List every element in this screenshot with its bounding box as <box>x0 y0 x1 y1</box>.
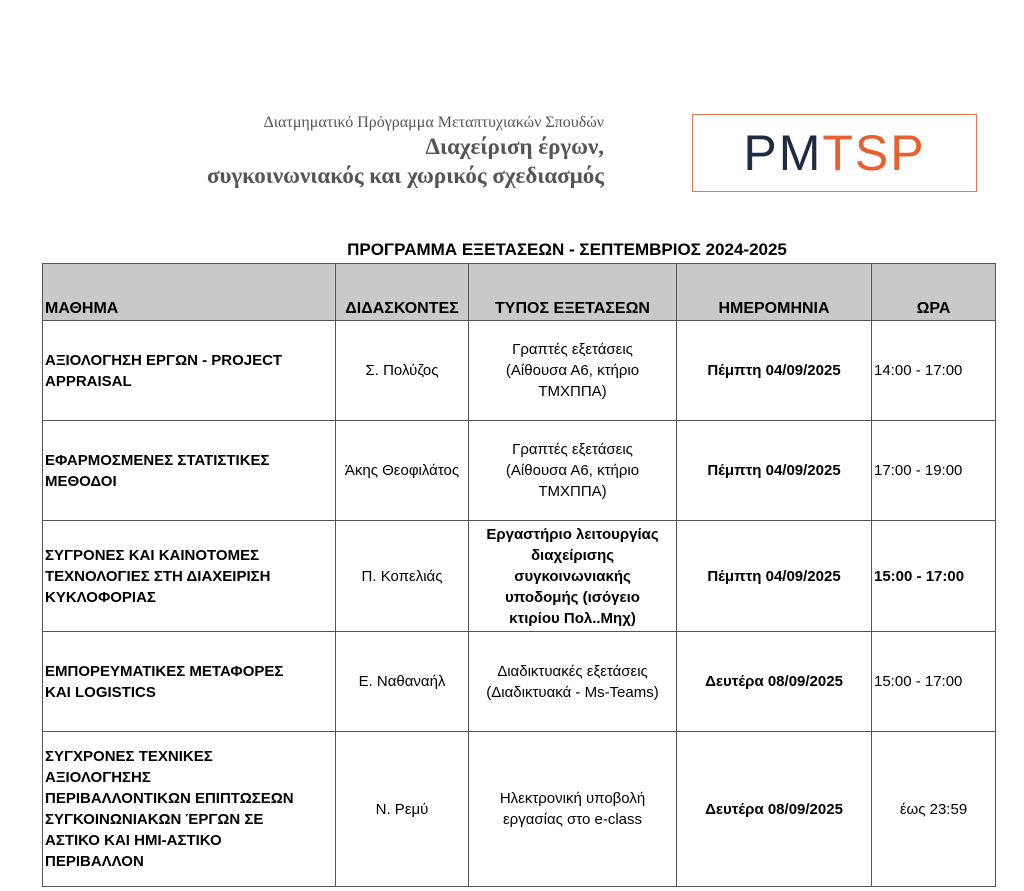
course-line: ΠΕΡΙΒΑΛΛΟΝΤΙΚΩΝ ΕΠΙΠΤΩΣΕΩΝ <box>45 790 294 807</box>
header-time: ΩΡΑ <box>872 264 996 321</box>
pmtsp-logo <box>692 114 977 192</box>
course-cell <box>43 732 336 887</box>
course-line: ΤΕΧΝΟΛΟΓΙΕΣ ΣΤΗ ΔΙΑΧΕΙΡΙΣΗ <box>45 567 271 585</box>
exam-type-line: διαχείρισης <box>530 546 615 564</box>
exam-type-line: (Αίθουσα Α6, κτήριο <box>505 362 640 379</box>
exam-type-cell <box>469 521 677 632</box>
course-line: ΚΑΙ LOGISTICS <box>45 683 156 701</box>
exam-type-line: Εργαστήριο λειτουργίας <box>486 525 659 543</box>
date-cell: Πέμπτη 04/09/2025 <box>677 421 872 521</box>
exam-type-cell <box>469 421 677 521</box>
course-line: ΕΦΑΡΜΟΣΜΕΝΕΣ ΣΤΑΤΙΣΤΙΚΕΣ <box>45 451 270 469</box>
time-cell: 15:00 - 17:00 <box>872 632 996 732</box>
exam-type-line: Ηλεκτρονική υποβολή <box>499 790 646 807</box>
exam-schedule-table <box>42 263 996 887</box>
header-exam-type: ΤΥΠΟΣ ΕΞΕΤΑΣΕΩΝ <box>469 264 677 321</box>
header-instructors: ΔΙΔΑΣΚΟΝΤΕΣ <box>336 264 469 321</box>
table-row <box>43 732 996 887</box>
exam-type-line: (Αίθουσα Α6, κτήριο <box>505 462 640 479</box>
instructor-cell: Ε. Ναθαναήλ <box>336 632 469 732</box>
instructor-cell: Ν. Ρεμύ <box>336 732 469 887</box>
exam-type-line: Διαδικτυακές εξετάσεις <box>497 662 648 680</box>
exam-type-cell <box>469 732 677 887</box>
program-title-line2: συγκοινωνιακός και χωρικός σχεδιασμός <box>206 163 604 188</box>
date-cell: Δευτέρα 08/09/2025 <box>677 632 872 732</box>
exam-type-line: εργασίας στο e-class <box>502 811 643 828</box>
course-line: ΜΕΘΟΔΟΙ <box>45 472 117 490</box>
exam-type-line: ΤΜΧΠΠΑ) <box>538 483 607 500</box>
header-course: ΜΑΘΗΜΑ <box>43 264 336 321</box>
date-cell: Πέμπτη 04/09/2025 <box>677 521 872 632</box>
course-cell <box>43 632 336 732</box>
exam-type-line: συγκοινωνιακής <box>514 567 631 585</box>
course-line: ΠΕΡΙΒΑΛΛΟΝ <box>45 853 144 870</box>
date-cell: Δευτέρα 08/09/2025 <box>677 732 872 887</box>
header-date: ΗΜΕΡΟΜΗΝΙΑ <box>677 264 872 321</box>
exam-type-line: ΤΜΧΠΠΑ) <box>538 383 607 400</box>
exam-type-line: υποδομής (ισόγειο <box>505 588 640 606</box>
table-header-row <box>43 264 996 321</box>
table-row <box>43 521 996 632</box>
program-name: Διατμηματικό Πρόγραμμα Μεταπτυχιακών Σπουδών <box>263 114 604 131</box>
table-row <box>43 421 996 521</box>
table-row <box>43 632 996 732</box>
course-line: ΣΥΓΚΟΙΝΩΝΙΑΚΩΝ ΈΡΓΩΝ ΣΕ <box>45 811 264 828</box>
program-title-line1: Διαχείριση έργων, <box>425 134 604 159</box>
instructor-cell: Π. Κοπελιάς <box>336 521 469 632</box>
instructor-cell: Άκης Θεοφιλάτος <box>336 421 469 521</box>
exam-type-line: (Διαδικτυακά - Ms-Teams) <box>486 683 659 701</box>
time-cell: έως 23:59 <box>872 732 996 887</box>
course-line: ΑΞΙΟΛΟΓΗΣΗΣ <box>45 769 151 786</box>
exam-type-line: κτιρίου Πολ..Μηχ) <box>509 609 636 627</box>
course-cell <box>43 521 336 632</box>
exam-type-cell <box>469 321 677 421</box>
exam-type-cell <box>469 632 677 732</box>
course-cell <box>43 321 336 421</box>
time-cell: 15:00 - 17:00 <box>872 521 996 632</box>
exam-type-line: Γραπτές εξετάσεις <box>512 341 633 358</box>
logo-text-pm: PM <box>743 125 823 181</box>
logo-text-tsp: TSP <box>822 125 926 181</box>
exam-type-line: Γραπτές εξετάσεις <box>512 441 633 458</box>
instructor-cell: Σ. Πολύζος <box>336 321 469 421</box>
course-cell <box>43 421 336 521</box>
course-line: APPRAISAL <box>45 372 132 390</box>
course-line: ΣΥΓΡΟΝΕΣ ΚΑΙ ΚΑΙΝΟΤΟΜΕΣ <box>45 546 260 564</box>
schedule-title: ΠΡΟΓΡΑΜΜΑ ΕΞΕΤΑΣΕΩΝ - ΣΕΠΤΕΜΒΡΙΟΣ 2024-2025 <box>347 240 787 259</box>
course-line: ΑΣΤΙΚΟ ΚΑΙ ΗΜΙ-ΑΣΤΙΚΟ <box>45 832 222 849</box>
time-cell: 17:00 - 19:00 <box>872 421 996 521</box>
course-line: ΑΞΙΟΛΟΓΗΣΗ ΕΡΓΩΝ - PROJECT <box>45 351 283 369</box>
program-header <box>207 113 604 191</box>
course-line: ΚΥΚΛΟΦΟΡΙΑΣ <box>45 588 156 606</box>
table-row <box>43 321 996 421</box>
date-cell: Πέμπτη 04/09/2025 <box>677 321 872 421</box>
time-cell: 14:00 - 17:00 <box>872 321 996 421</box>
course-line: ΕΜΠΟΡΕΥΜΑΤΙΚΕΣ ΜΕΤΑΦΟΡΕΣ <box>45 662 284 680</box>
course-line: ΣΥΓΧΡΟΝΕΣ ΤΕΧΝΙΚΕΣ <box>45 748 213 765</box>
